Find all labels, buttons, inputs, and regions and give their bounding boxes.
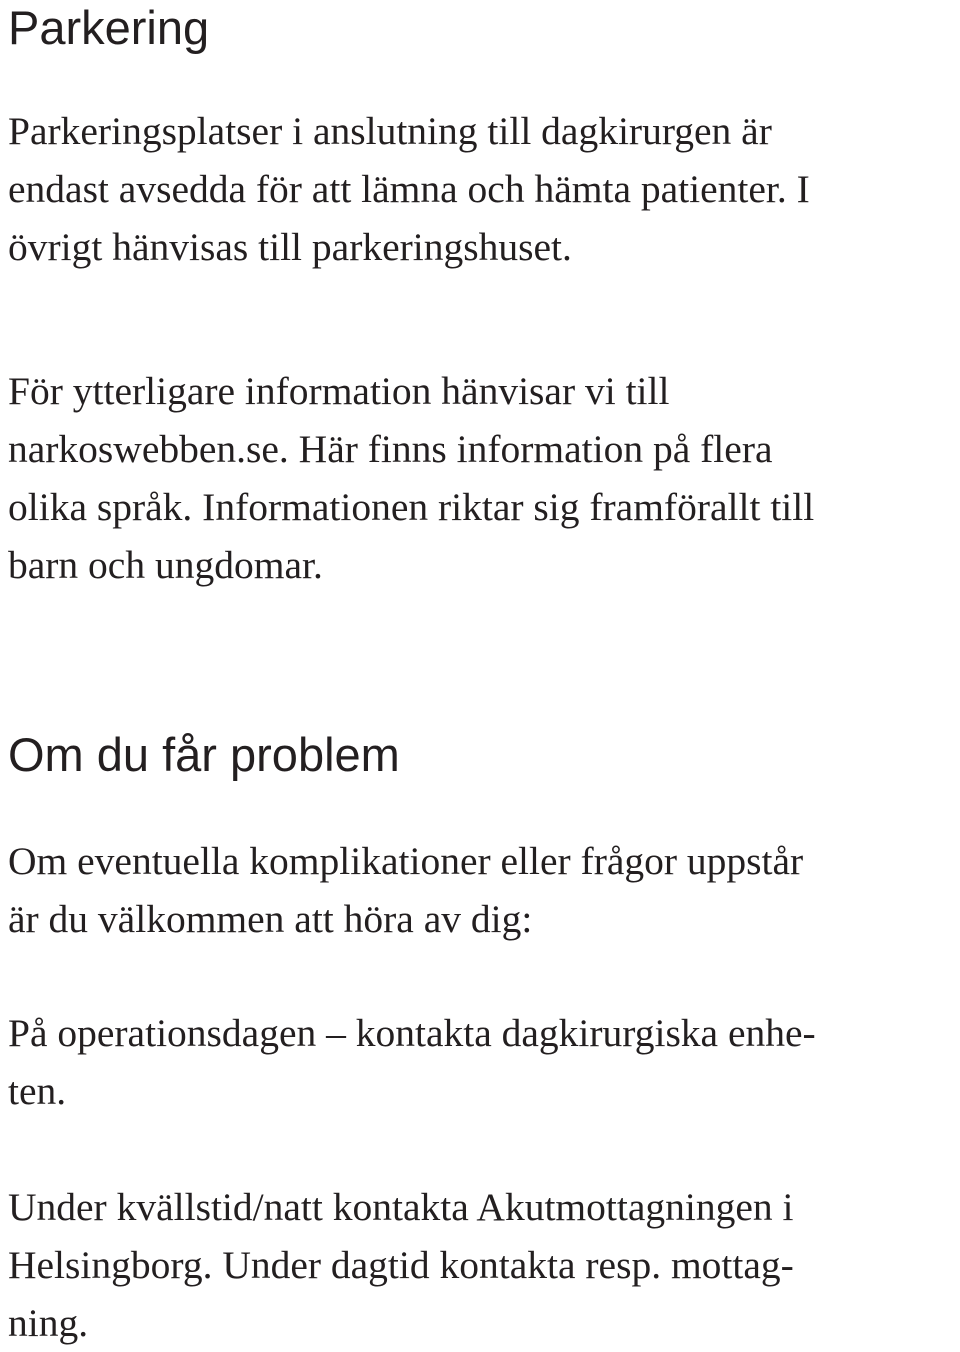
text-line: Helsingborg. Under dagtid kontakta resp. mottag- [8,1243,794,1287]
text-line: är du välkommen att höra av dig: [8,897,533,941]
parking-heading: Parkering [8,1,210,54]
text-line: narkoswebben.se. Här finns information på flera [8,427,773,471]
text-line: ten. [8,1069,67,1113]
text-line: Under kvällstid/natt kontakta Akutmottagningen i [8,1185,794,1229]
text-line: ning. [8,1301,89,1345]
text-line: För ytterligare information hänvisar vi till [8,369,670,413]
problems-paragraph-2 [8,1004,816,1120]
text-line: Om eventuella komplikationer eller frågor uppstår [8,839,804,883]
parking-paragraph-1 [8,102,810,276]
problems-paragraph-3 [8,1178,794,1352]
problems-paragraph-1 [8,832,803,948]
parking-paragraph-2 [8,362,814,594]
problems-heading: Om du får problem [8,728,400,781]
text-line: endast avsedda för att lämna och hämta patienter. I [8,167,810,211]
text-line: barn och ungdomar. [8,543,323,587]
text-line: övrigt hänvisas till parkeringshuset. [8,225,572,269]
text-line: olika språk. Informationen riktar sig framförallt till [8,485,815,529]
text-line: Parkeringsplatser i anslutning till dagkirurgen är [8,109,772,153]
text-line: På operationsdagen – kontakta dagkirurgiska enhe- [8,1011,816,1055]
